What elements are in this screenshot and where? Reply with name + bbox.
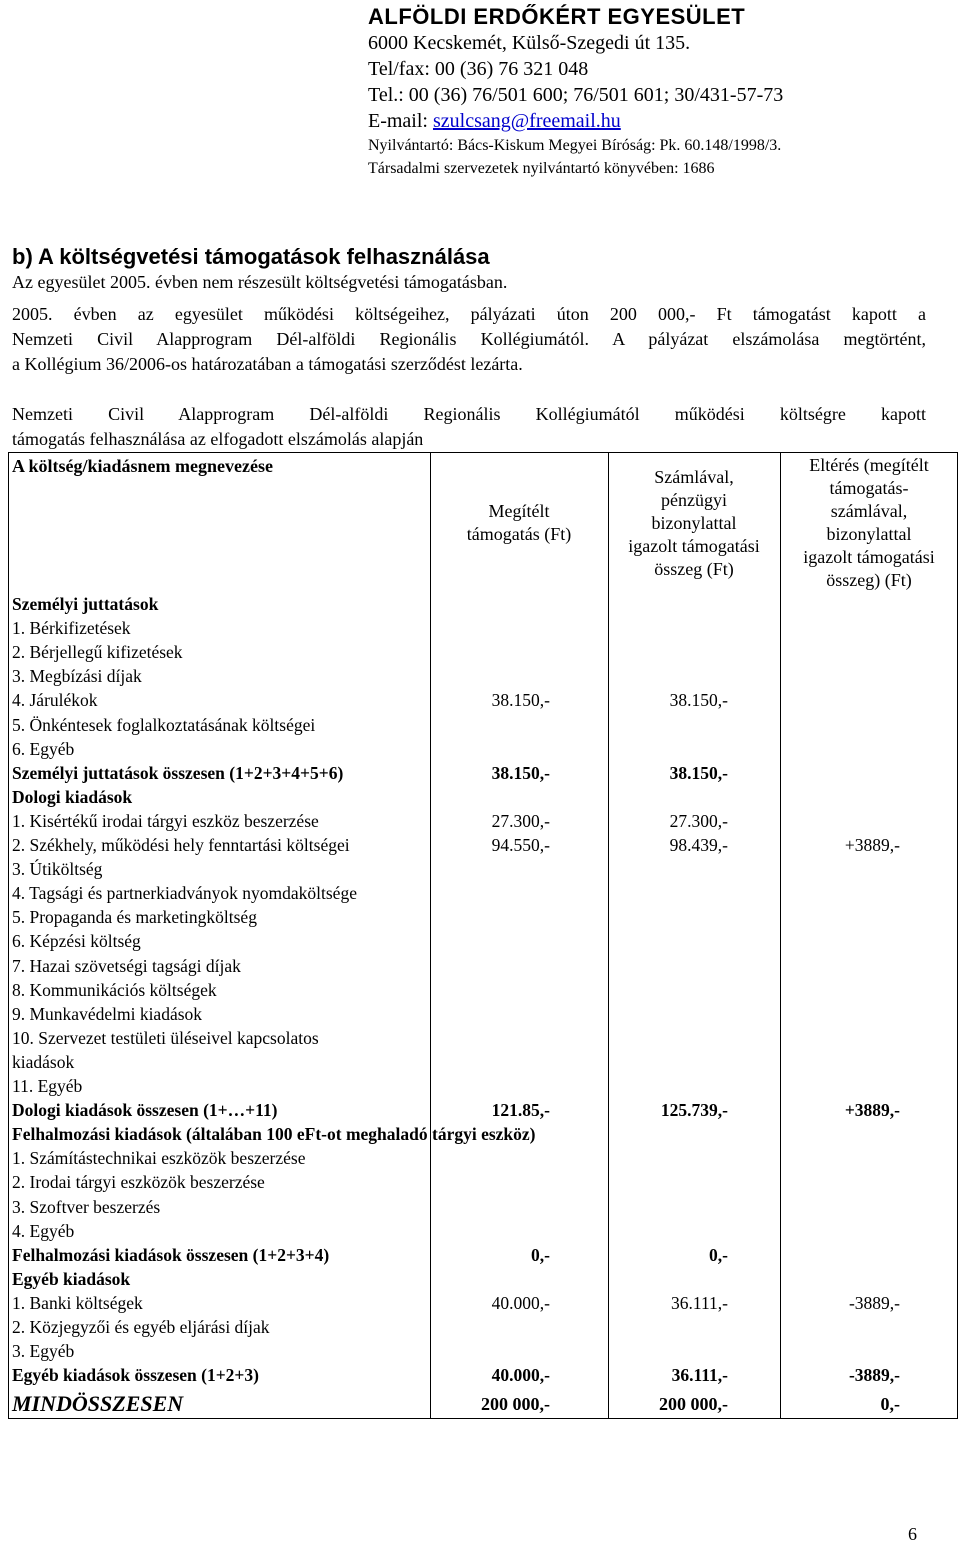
table-row [8,929,958,953]
paragraph-no-budget-support: Az egyesület 2005. évben nem részesült költségvetési támogatásban. [12,272,508,292]
row-label: 2. Székhely, működési hely fenntartási költségei [12,835,350,855]
granted-value: 94.550,- [491,835,550,855]
row-label: 5. Önkéntesek foglalkoztatásának költségei [12,714,316,735]
invoiced-value: 36.111,- [671,1365,728,1386]
difference-value: +3889,- [844,1100,900,1121]
row-label: 7. Hazai szövetségi tagsági díjak [12,955,241,976]
organization-email-line [368,108,948,134]
row-label: 9. Munkavédelmi kiadások [12,1003,203,1024]
table-row [8,1098,958,1122]
difference-value: +3889,- [844,835,900,855]
invoiced-value: 125.739,- [660,1100,728,1121]
table-row [8,809,958,833]
table-row [8,1170,958,1194]
table-row [8,616,958,640]
row-label: 4. Egyéb [12,1220,75,1241]
page-number: 6 [908,1524,917,1544]
table-row [8,1219,958,1243]
header-invoiced: Számlával, pénzügyi bizonylattal igazolt támogatási összeg (Ft) [628,467,760,579]
row-label: Dologi kiadások összesen (1+…+11) [12,1100,278,1121]
table-row [8,833,958,857]
table-row [8,1195,958,1219]
grand-total-row [8,1390,958,1418]
table-row [8,1339,958,1363]
row-label: 3. Szoftver beszerzés [12,1196,161,1217]
invoiced-value: 38.150,- [669,762,728,783]
invoiced-value: 36.111,- [670,1292,728,1313]
invoiced-value: 0,- [709,1244,728,1265]
granted-value: 38.150,- [491,762,550,783]
table-row [8,1122,958,1146]
table-row [8,1291,958,1315]
row-label: Egyéb kiadások [12,1268,131,1289]
header-cost-name: A költség/kiadásnem megnevezése [12,456,273,476]
row-label: Személyi juttatások összesen (1+2+3+4+5+6) [12,762,344,783]
granted-value: 121.85,- [491,1100,550,1121]
row-label: 2. Irodai tárgyi eszközök beszerzése [12,1172,265,1193]
granted-value: 38.150,- [491,690,550,711]
row-label: 6. Képzési költség [12,931,141,952]
grand-total-difference: 0,- [880,1394,900,1414]
row-label: 4. Járulékok [12,690,98,711]
section-title: b) A költségvetési támogatások felhasználása [12,244,490,269]
row-label: Felhalmozási kiadások (általában 100 eFt-ot meghaladó tárgyi eszköz) [12,1124,536,1145]
organization-telfax: Tel/fax: 00 (36) 76 321 048 [368,58,589,80]
table-row [8,664,958,688]
table-row [8,785,958,809]
invoiced-value: 98.439,- [669,835,728,855]
table-row [8,1315,958,1339]
paragraph-usage-line-1: Nemzeti Civil Alapprogram Dél-alföldi Regionális Kollégiumától működési költségre kapott [12,404,926,424]
row-label: Egyéb kiadások összesen (1+2+3) [12,1365,259,1386]
civil-registry: Társadalmi szervezetek nyilvántartó könyvében: 1686 [368,160,715,177]
row-label: 8. Kommunikációs költségek [12,979,217,1000]
letterhead [368,4,948,180]
row-label: 3. Útiköltség [12,859,103,880]
grand-total-granted: 200 000,- [481,1394,550,1414]
table-row [8,1363,958,1387]
expense-table [8,452,960,1420]
paragraph-grant-line-2: Nemzeti Civil Alapprogram Dél-alföldi Regionális Kollégiumától. A pályázat elszámolása megtörtént, [12,329,926,349]
organization-name: ALFÖLDI ERDŐKÉRT EGYESÜLET [368,4,746,29]
granted-value: 0,- [531,1244,550,1265]
email-label: E-mail: [368,110,433,132]
table-row [8,954,958,978]
grand-total-invoiced: 200 000,- [659,1394,728,1414]
row-label: 1. Számítástechnikai eszközök beszerzése [12,1148,306,1169]
paragraph-grant-line-3: a Kollégium 36/2006-os határozatában a támogatási szerződést lezárta. [12,354,523,374]
paragraph-grant-line-1: 2005. évben az egyesület működési költségeihez, pályázati úton 200 000,- Ft támogatást kapott a [12,304,926,324]
court-registry: Nyilvántartó: Bács-Kiskum Megyei Bíróság: Pk. 60.148/1998/3. [368,137,782,154]
table-row [8,978,958,1002]
table-row [8,1050,958,1074]
row-label: 1. Bérkifizetések [12,618,131,639]
table-row [8,737,958,761]
row-label: 1. Kisértékű irodai tárgyi eszköz beszerzése [12,810,319,831]
table-row [8,1002,958,1026]
invoiced-value: 27.300,- [669,810,728,831]
table-row [8,761,958,785]
row-label: 4. Tagsági és partnerkiadványok nyomdaköltsége [12,883,357,904]
invoiced-value: 38.150,- [669,690,728,711]
difference-value: -3889,- [848,1365,900,1386]
table-row [8,1243,958,1267]
row-label: 2. Bérjellegű kifizetések [12,642,183,663]
paragraph-usage-line-2: támogatás felhasználása az elfogadott elszámolás alapján [12,429,424,449]
table-row [8,688,958,712]
row-label: 1. Banki költségek [12,1292,143,1313]
row-label: 6. Egyéb [12,738,75,759]
row-label: kiadások [12,1051,75,1072]
row-label: Felhalmozási kiadások összesen (1+2+3+4) [12,1244,330,1265]
table-row [8,1026,958,1050]
email-link[interactable]: szulcsang@freemail.hu [432,110,621,132]
granted-value: 40.000,- [491,1365,550,1386]
row-label: 2. Közjegyzői és egyéb eljárási díjak [12,1317,270,1337]
row-label: Személyi juttatások [12,594,159,614]
row-label: 10. Szervezet testületi üléseivel kapcsolatos [12,1027,319,1048]
difference-value: -3889,- [848,1292,900,1313]
table-row [8,857,958,881]
organization-address: 6000 Kecskemét, Külső-Szegedi út 135. [368,32,691,54]
table-row [8,592,958,616]
row-label: 11. Egyéb [12,1076,83,1096]
table-row [8,1074,958,1098]
row-label: 3. Egyéb [12,1341,75,1362]
row-label: Dologi kiadások [12,786,133,807]
granted-value: 27.300,- [491,810,550,831]
header-difference: Eltérés (megítélt támogatás- számlával, bizonylattal igazolt támogatási összeg) (Ft) [803,455,935,590]
organization-phone: Tel.: 00 (36) 76/501 600; 76/501 601; 30/431-57-73 [368,84,784,106]
grand-total-label: MINDÖSSZESEN [12,1391,184,1416]
table-row [8,640,958,664]
table-row [8,1146,958,1170]
table-row [8,905,958,929]
granted-value: 40.000,- [491,1292,550,1313]
table-row [8,881,958,905]
row-label: 3. Megbízási díjak [12,666,142,687]
row-label: 5. Propaganda és marketingköltség [12,907,257,928]
table-row [8,1267,958,1291]
header-granted: Megítélt támogatás (Ft) [466,501,572,544]
table-row [8,713,958,737]
